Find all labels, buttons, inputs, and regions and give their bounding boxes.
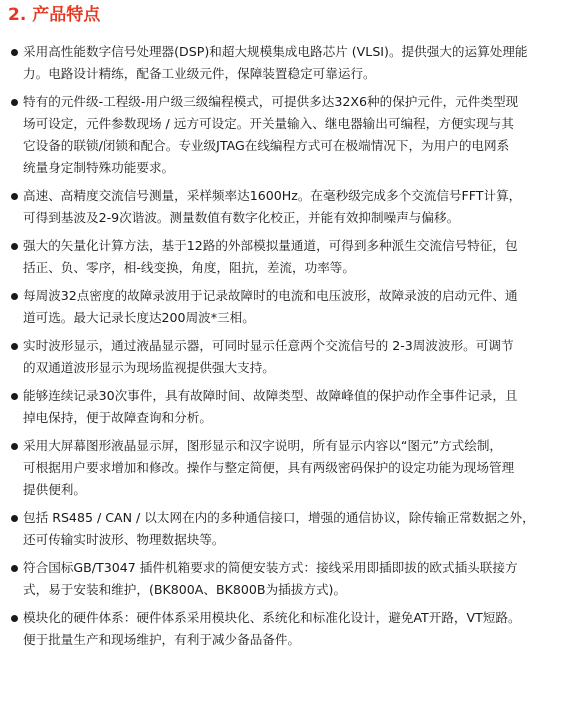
bullet-icon [11,615,18,622]
feature-text-line: 场可设定，元件参数现场 / 远方可设定。开关量输入、继电器输出可编程，方便实现与其 [23,116,514,131]
feature-text-line: 括正、负、零序，相-线变换，角度，阻抗，差流，功率等。 [23,260,355,275]
bullet-icon [11,193,18,200]
bullet-icon [11,565,18,572]
feature-item [8,435,561,501]
bullet-icon [11,293,18,300]
feature-item [8,41,561,85]
feature-text-line: 每周波32点密度的故障录波用于记录故障时的电流和电压波形，故障录波的启动元件、通 [23,288,518,303]
feature-text-line: 道可选。最大记录长度达200周波*三相。 [23,310,255,325]
feature-item [8,507,561,551]
feature-text-line: 特有的元件级-工程级-用户级三级编程模式，可提供多达32X6种的保护元件，元件类型现 [23,94,519,109]
feature-text-line: 符合国标GB/T3047 插件机箱要求的简便安装方式：接线采用即插即拔的欧式插头联接方 [23,560,518,575]
feature-text-line: 采用大屏幕图形液晶显示屏，图形显示和汉字说明，所有显示内容以“图元”方式绘制， [23,438,503,453]
feature-item [8,91,561,179]
feature-text-line: 它设备的联锁/闭锁和配合。专业级JTAG在线编程方式可在极端情况下，为用户的电网系 [23,138,510,153]
feature-text-line: 力。电路设计精练，配备工业级元件，保障装置稳定可靠运行。 [23,66,376,81]
bullet-icon [11,243,18,250]
feature-list [8,41,561,651]
feature-text-line: 的双通道波形显示为现场监视提供强大支持。 [23,360,275,375]
feature-text-line: 掉电保持，便于故障查询和分析。 [23,410,212,425]
feature-text-line: 模块化的硬件体系：硬件体系采用模块化、系统化和标准化设计，避免AT开路，VT短路。 [23,610,521,625]
feature-text-line: 还可传输实时波形、物理数据块等。 [23,532,225,547]
feature-text-line: 可得到基波及2-9次谐波。测量数值有数字化校正，并能有效抑制噪声与偏移。 [23,210,460,225]
bullet-icon [11,443,18,450]
bullet-icon [11,49,18,56]
feature-item [8,607,561,651]
bullet-icon [11,99,18,106]
feature-text-line: 能够连续记录30次事件，具有故障时间、故障类型、故障峰值的保护动作全事件记录，且 [23,388,518,403]
feature-text-line: 高速、高精度交流信号测量，采样频率达1600Hz。在毫秒级完成多个交流信号FFT计算， [23,188,522,203]
feature-text-line: 包括 RS485 / CAN / 以太网在内的多种通信接口，增强的通信协议，除传输正常数据之外， [23,510,535,525]
bullet-icon [11,393,18,400]
feature-text-line: 统量身定制特殊功能要求。 [23,160,175,175]
feature-text-line: 实时波形显示，通过液晶显示器，可同时显示任意两个交流信号的 2-3周波波形。可调节 [23,338,514,353]
bullet-icon [11,343,18,350]
feature-text-line: 强大的矢量化计算方法，基于12路的外部模拟量通道，可得到多种派生交流信号特征，包 [23,238,518,253]
bullet-icon [11,515,18,522]
feature-item [8,557,561,601]
feature-item [8,335,561,379]
feature-item [8,285,561,329]
feature-text-line: 采用高性能数字信号处理器(DSP)和超大规模集成电路芯片 (VLSI)。提供强大的运算处理能 [23,44,528,59]
feature-text-line: 提供便利。 [23,482,86,497]
feature-text-line: 便于批量生产和现场维护，有利于减少备品备件。 [23,632,301,647]
feature-item [8,235,561,279]
feature-text-line: 式，易于安装和维护，(BK800A、BK800B为插拔方式)。 [23,582,347,597]
feature-item [8,385,561,429]
feature-item [8,185,561,229]
section-heading: 2. 产品特点 [8,5,101,25]
feature-text-line: 可根据用户要求增加和修改。操作与整定简便，具有两级密码保护的设定功能为现场管理 [23,460,515,475]
